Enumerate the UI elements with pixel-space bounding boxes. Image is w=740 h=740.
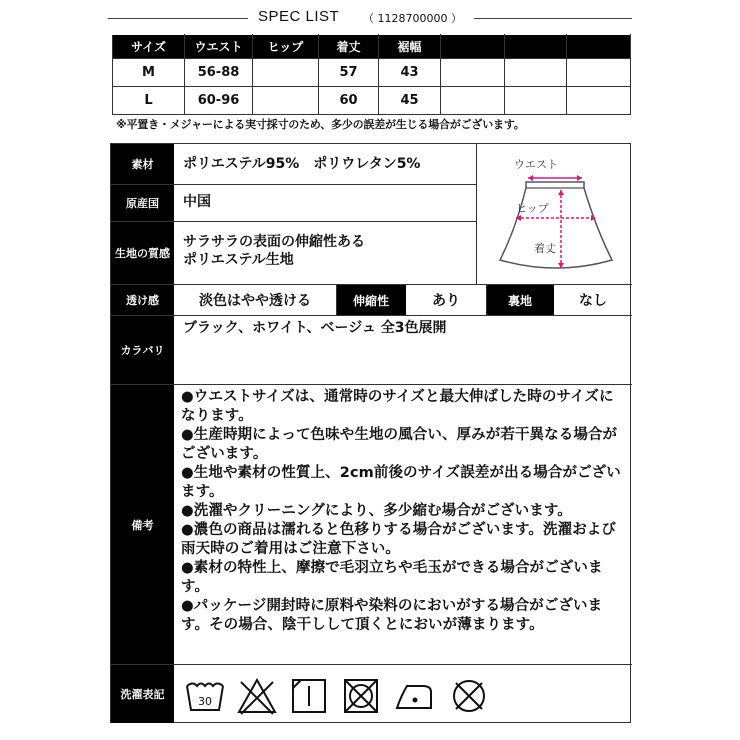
row-rule xyxy=(111,315,632,316)
spec-title: SPEC LIST xyxy=(258,8,340,25)
colors-label: カラバリ xyxy=(111,316,174,384)
waist-cell: 56-88 xyxy=(185,59,253,87)
size-cell: M xyxy=(113,59,185,87)
measurement-note: ※平置き・メジャーによる実寸採寸のため、多少の誤差が生じる場合がございます。 xyxy=(116,118,525,131)
col-size: サイズ xyxy=(113,35,185,59)
cell-divider xyxy=(336,285,337,315)
remark-item: ●生地や素材の性質上、2cm前後のサイズ誤差が出る場合がございます。 xyxy=(181,465,621,500)
col-empty-1 xyxy=(441,35,505,59)
wash-30-icon xyxy=(183,674,227,718)
size-cell: L xyxy=(113,87,185,115)
empty-cell xyxy=(441,87,505,115)
stretch-value: あり xyxy=(432,293,460,309)
care-label: 洗濯表記 xyxy=(111,665,174,723)
texture-value-line2: ポリエステル生地 xyxy=(183,252,294,268)
skirt-diagram xyxy=(486,148,621,280)
table-row xyxy=(113,87,631,115)
col-hip: ヒップ xyxy=(253,35,319,59)
row-rule xyxy=(111,221,476,222)
cell-divider xyxy=(486,285,487,315)
remark-item: ●パッケージ開封時に原料や染料のにおいがする場合がございます。その場合、陰干しして頂くとにおいが薄まります。 xyxy=(181,598,603,633)
low-iron-icon xyxy=(391,674,439,718)
remark-item: ●濃色の商品は濡れると色移りする場合がございます。洗濯および雨天時のご着用はご注意下さい。 xyxy=(181,522,616,557)
empty-cell xyxy=(505,59,567,87)
row-rule xyxy=(111,384,632,385)
origin-label: 原産国 xyxy=(111,185,174,221)
table-row xyxy=(113,59,631,87)
col-length: 着丈 xyxy=(319,35,379,59)
no-dry-clean-icon xyxy=(447,674,491,718)
header-rule-right xyxy=(474,18,632,19)
waist-cell: 60-96 xyxy=(185,87,253,115)
length-cell: 57 xyxy=(319,59,379,87)
product-code: （ 1128700000 ） xyxy=(363,12,462,25)
empty-cell xyxy=(505,87,567,115)
remarks-label: 備考 xyxy=(111,385,174,664)
lining-value: なし xyxy=(579,293,607,309)
spec-header xyxy=(0,0,740,36)
hip-cell xyxy=(253,87,319,115)
stretch-label: 伸縮性 xyxy=(336,285,406,315)
remark-item: ●生産時期によって色味や生地の風合い、厚みが若干異なる場合がございます。 xyxy=(181,427,618,462)
hip-diagram-label: ヒップ xyxy=(516,202,549,215)
colors-value: ブラック、ホワイト、ベージュ 全3色展開 xyxy=(183,320,447,336)
material-value: ポリエステル95% ポリウレタン5% xyxy=(183,156,421,172)
texture-label: 生地の質感 xyxy=(111,222,174,284)
sheer-label: 透け感 xyxy=(111,285,174,315)
row-rule xyxy=(111,184,476,185)
spec-block xyxy=(110,143,631,723)
hem-cell: 45 xyxy=(379,87,441,115)
no-tumble-dry-icon xyxy=(339,674,383,718)
remark-item: ●ウエストサイズは、通常時のサイズと最大伸ばした時のサイズになります。 xyxy=(181,389,614,424)
empty-cell xyxy=(567,59,631,87)
diagram-divider xyxy=(476,144,477,284)
empty-cell xyxy=(441,59,505,87)
remark-item: ●洗濯やクリーニングにより、多少縮む場合がございます。 xyxy=(181,503,572,519)
wash-temp: 30 xyxy=(198,695,212,708)
texture-value-line1: サラサラの表面の伸縮性ある xyxy=(183,234,365,250)
sheer-value: 淡色はやや透ける xyxy=(199,293,311,309)
skirt-shape xyxy=(500,182,612,268)
care-symbols xyxy=(183,674,491,718)
size-table xyxy=(112,34,631,115)
length-diagram-label: 着丈 xyxy=(534,242,556,255)
remarks-list xyxy=(181,388,626,635)
material-label: 素材 xyxy=(111,144,174,184)
col-hem: 裾幅 xyxy=(379,35,441,59)
size-table-header xyxy=(113,35,631,59)
lining-label: 裏地 xyxy=(486,285,554,315)
col-waist: ウエスト xyxy=(185,35,253,59)
header-rule-left xyxy=(108,18,248,19)
col-empty-3 xyxy=(567,35,631,59)
length-cell: 60 xyxy=(319,87,379,115)
hem-cell: 43 xyxy=(379,59,441,87)
waist-diagram-label: ウエスト xyxy=(514,158,558,171)
empty-cell xyxy=(567,87,631,115)
col-empty-2 xyxy=(505,35,567,59)
line-dry-icon xyxy=(287,674,331,718)
origin-value: 中国 xyxy=(183,194,211,210)
row-rule xyxy=(111,664,632,665)
hip-cell xyxy=(253,59,319,87)
no-bleach-icon xyxy=(235,674,279,718)
remark-item: ●素材の特性上、摩擦で毛羽立ちや毛玉ができる場合がございます。 xyxy=(181,560,603,595)
